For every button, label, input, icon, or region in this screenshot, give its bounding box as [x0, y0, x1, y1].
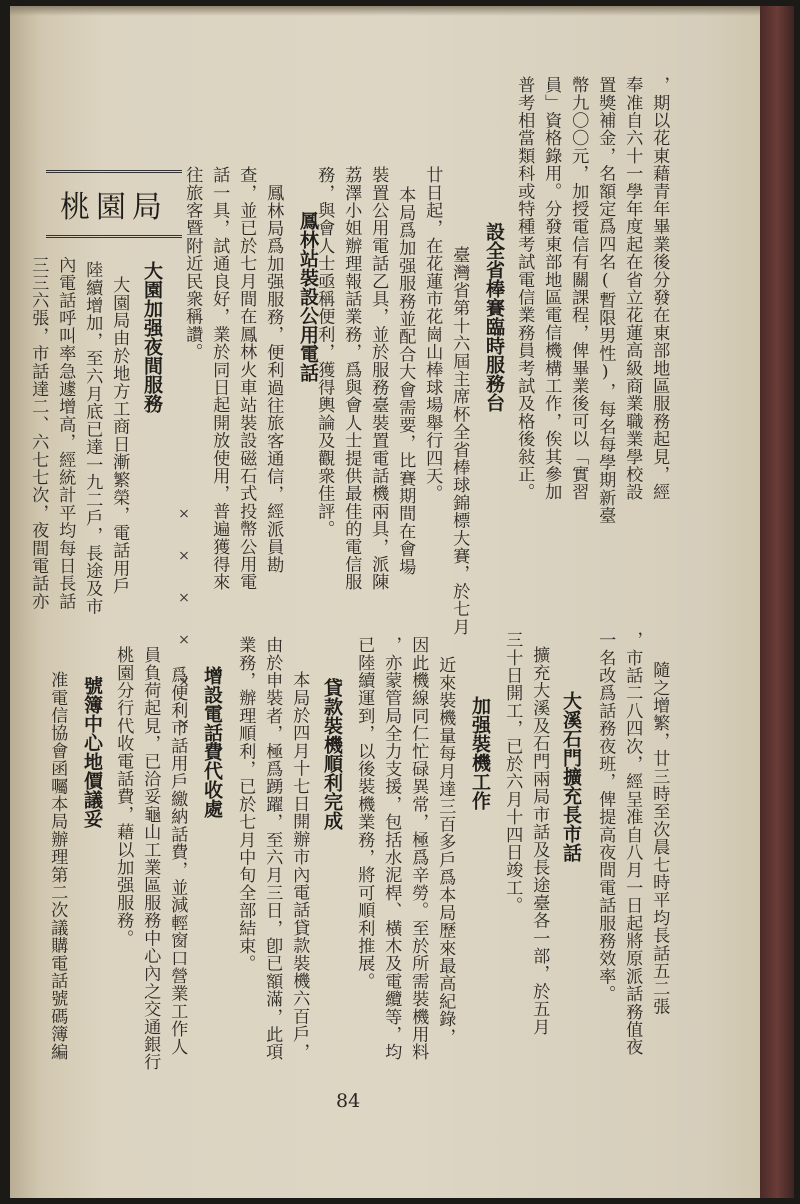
text-column: 近來裝機量每月達三百多戶爲本局歷來最高紀錄， [435, 656, 456, 1046]
page-top-shadow [10, 6, 794, 16]
article-heading: 增設電話費代收處 [201, 666, 223, 818]
page-number: 84 [336, 1090, 361, 1112]
text-column: ，市話二八四次，經呈准自八月一日起將原派話務值夜 [622, 631, 643, 1056]
text-column: 員」資格錄用。分發東部地區電信機構工作，俟其參加 [541, 76, 562, 501]
text-column: ，期以花東藉青年畢業後分發在東部地區服務起見，經 [649, 76, 670, 501]
text-column: 荔澤小姐辦理報話業務，爲與會人士提供最佳的電信服 [341, 166, 362, 591]
text-column: 幣九〇〇元，加授電信有關課程，俾畢業後可以「實習 [568, 76, 589, 501]
text-column: 員負荷起見，已洽妥龜山工業區服務中心內之交通銀行 [140, 646, 161, 1071]
text-column: 爲便利市話用戶繳納話費，並減輕窗口營業工作人 [167, 666, 188, 1056]
text-column: 本局於四月十七日開辦市內電話貸款裝機六百戶， [289, 671, 310, 1061]
book-binding [760, 6, 794, 1198]
text-column: 裝置公用電話乙具，並於服務臺裝置電話機兩具，派陳 [368, 166, 389, 591]
text-column: 往旅客暨附近民衆稱讚。 [182, 166, 203, 361]
text-column: 置獎補金，名額定爲四名(暫限男性)，每名每學期新臺 [595, 76, 616, 525]
text-column: 話一具，試通良好，業於同日起開放使用，普遍獲得來 [209, 166, 230, 591]
text-column: 本局爲加强服務並配合大會需要，比賽期間在會場 [395, 186, 416, 576]
text-column: 廿日起，在花蓮市花崗山棒球場舉行四天。 [422, 166, 443, 503]
article-heading: 大園加强夜間服務 [141, 261, 163, 413]
article-heading: 貸款裝機順利完成 [321, 678, 343, 830]
text-column: 查，並已於七月間在鳳林火車站裝設磁石式投幣公用電 [236, 166, 257, 591]
text-column: 三十日開工，已於六月十四日竣工。 [502, 631, 523, 915]
text-column: 已陸續運到，以後裝機業務，將可順利推展。 [354, 636, 375, 990]
article-heading: 設全省棒賽臨時服務台 [483, 222, 505, 412]
section-ornament: ×××××× [176, 506, 192, 758]
text-column: 奉准自六十一學年度起在省立花蓮高級商業職業學校設 [622, 76, 643, 501]
article-heading: 號簿中心地價議妥 [81, 676, 103, 828]
text-column: ，亦蒙管局全力支援，包括水泥桿、橫木及電纜等，均 [381, 636, 402, 1061]
text-column: 隨之增繁，廿三時至次晨七時平均長話五二張 [649, 661, 670, 1015]
text-column: 普考相當類科或特種考試電信業務員考試及格後敍正。 [514, 76, 535, 501]
article-heading: 鳳林站裝設公用電話 [297, 211, 319, 382]
section-title-box [46, 170, 182, 238]
text-column: 一名改爲話務夜班，俾提高夜間電話服務效率。 [595, 631, 616, 1003]
text-column: 鳳林局爲加强服務，便利過往旅客通信，經派員勘 [263, 184, 284, 574]
section-title: 桃園局 [60, 190, 168, 225]
text-column: 業務，辦理順利，已於七月中旬全部結束。 [235, 636, 256, 973]
text-column: 務，與會人士亟稱便利，獲得輿論及觀衆佳評。 [314, 166, 335, 538]
text-column: 因此機線同仁忙碌異常，極爲辛勞。至於所需裝機用料 [408, 636, 429, 1061]
text-column: 臺灣省第十六屆主席杯全省棒球錦標大賽，於七月 [449, 246, 470, 636]
text-column: 由於申裝者，極爲踴躍，至六月三日，卽已額滿，此項 [262, 636, 283, 1061]
book-page [10, 6, 794, 1198]
article-heading: 大溪石門擴充長市話 [560, 691, 582, 862]
text-column: 陸續增加，至六月底已達一九二戶，長途及市 [82, 261, 103, 615]
text-column: 桃園分行代收電話費，藉以加强服務。 [113, 646, 134, 947]
text-column: 大園局由於地方工商日漸繁榮，電話用戶 [109, 276, 130, 595]
text-column: 三三六張，市話達二、六七七次，夜間電話亦 [28, 256, 49, 610]
article-heading: 加强裝機工作 [469, 696, 491, 810]
text-column: 內電話呼叫率急遽增高，經統計平均每日長話 [55, 256, 76, 610]
text-column: 擴充大溪及石門兩局市話及長途臺各一部，於五月 [529, 646, 550, 1036]
text-column: 准電信協會函囑本局辦理第二次議購電話號碼簿編 [47, 671, 68, 1061]
